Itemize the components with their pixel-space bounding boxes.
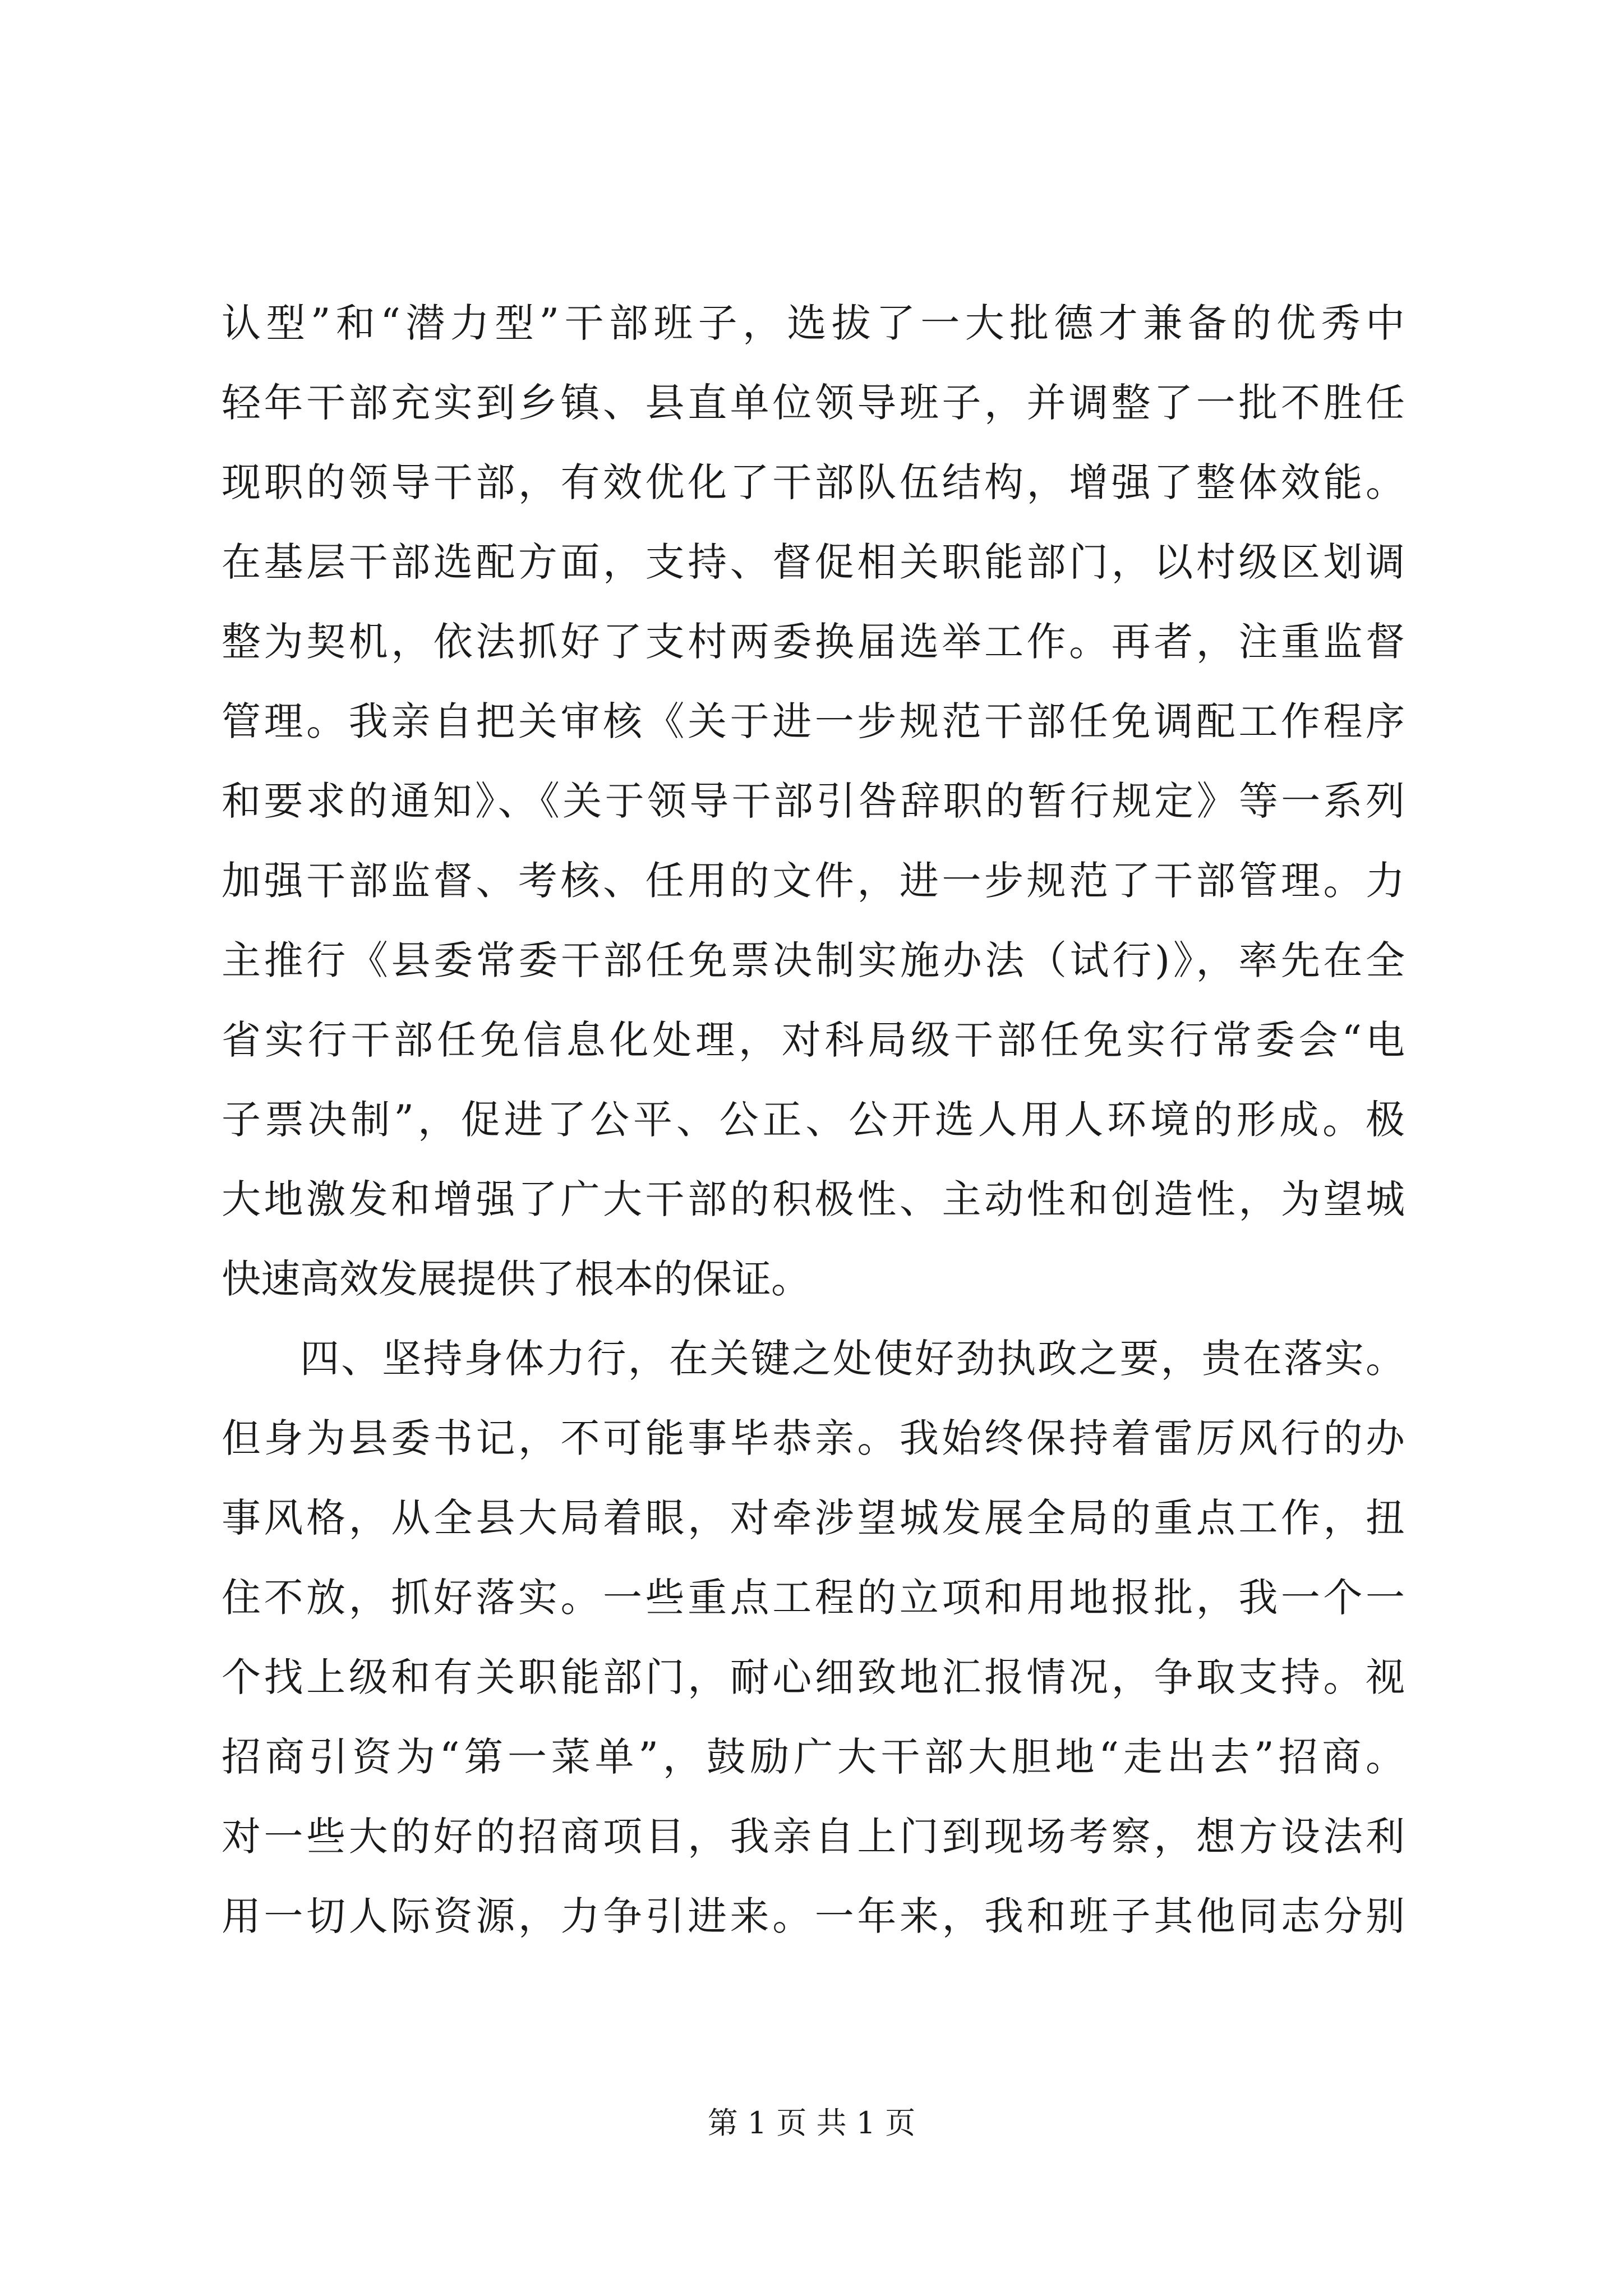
text-line: 子票决制”，促进了公平、公正、公开选人用人环境的形成。极 xyxy=(222,1097,1405,1143)
text-line: 用一切人际资源，力争引进来。一年来，我和班子其他同志分别 xyxy=(222,1893,1405,1939)
text-line: 住不放，抓好落实。一些重点工程的立项和用地报批，我一个一 xyxy=(222,1575,1405,1621)
text-line: 对一些大的好的招商项目，我亲自上门到现场考察，想方设法利 xyxy=(222,1814,1405,1860)
text-line: 现职的领导干部，有效优化了干部队伍结构，增强了整体效能。 xyxy=(222,459,1405,505)
text-line: 在基层干部选配方面，支持、督促相关职能部门，以村级区划调 xyxy=(222,539,1405,585)
text-line: 招商引资为“第一菜单”，鼓励广大干部大胆地“走出去”招商。 xyxy=(222,1734,1405,1780)
text-line: 管理。我亲自把关审核《关于进一步规范干部任免调配工作程序 xyxy=(222,698,1405,744)
text-line: 加强干部监督、考核、任用的文件，进一步规范了干部管理。力 xyxy=(222,858,1405,904)
text-line: 认型”和“潜力型”干部班子，选拔了一大批德才兼备的优秀中 xyxy=(222,300,1405,346)
text-line: 个找上级和有关职能部门，耐心细致地汇报情况，争取支持。视 xyxy=(222,1654,1405,1700)
document-body xyxy=(222,283,1405,1956)
text-line: 省实行干部任免信息化处理，对科局级干部任免实行常委会“电 xyxy=(222,1017,1405,1063)
text-line: 大地激发和增强了广大干部的积极性、主动性和创造性，为望城 xyxy=(222,1176,1405,1222)
text-line: 轻年干部充实到乡镇、县直单位领导班子，并调整了一批不胜任 xyxy=(222,380,1405,426)
page-number-label: 第 1 页 共 1 页 xyxy=(707,2105,916,2141)
section-heading-line: 四、坚持身体力行，在关键之处使好劲执政之要，贵在落实。 xyxy=(300,1336,1405,1382)
text-line: 快速高效发展提供了根本的保证。 xyxy=(222,1256,810,1302)
text-line: 但身为县委书记，不可能事毕恭亲。我始终保持着雷厉风行的办 xyxy=(222,1415,1405,1461)
text-line: 整为契机，依法抓好了支村两委换届选举工作。再者，注重监督 xyxy=(222,619,1405,665)
text-line: 和要求的通知》、《关于领导干部引咎辞职的暂行规定》等一系列 xyxy=(222,778,1405,824)
page-footer xyxy=(0,2104,1623,2143)
text-line: 事风格，从全县大局着眼，对牵涉望城发展全局的重点工作，扭 xyxy=(222,1495,1405,1541)
text-line: 主推行《县委常委干部任免票决制实施办法（试行)》，率先在全 xyxy=(222,937,1405,983)
